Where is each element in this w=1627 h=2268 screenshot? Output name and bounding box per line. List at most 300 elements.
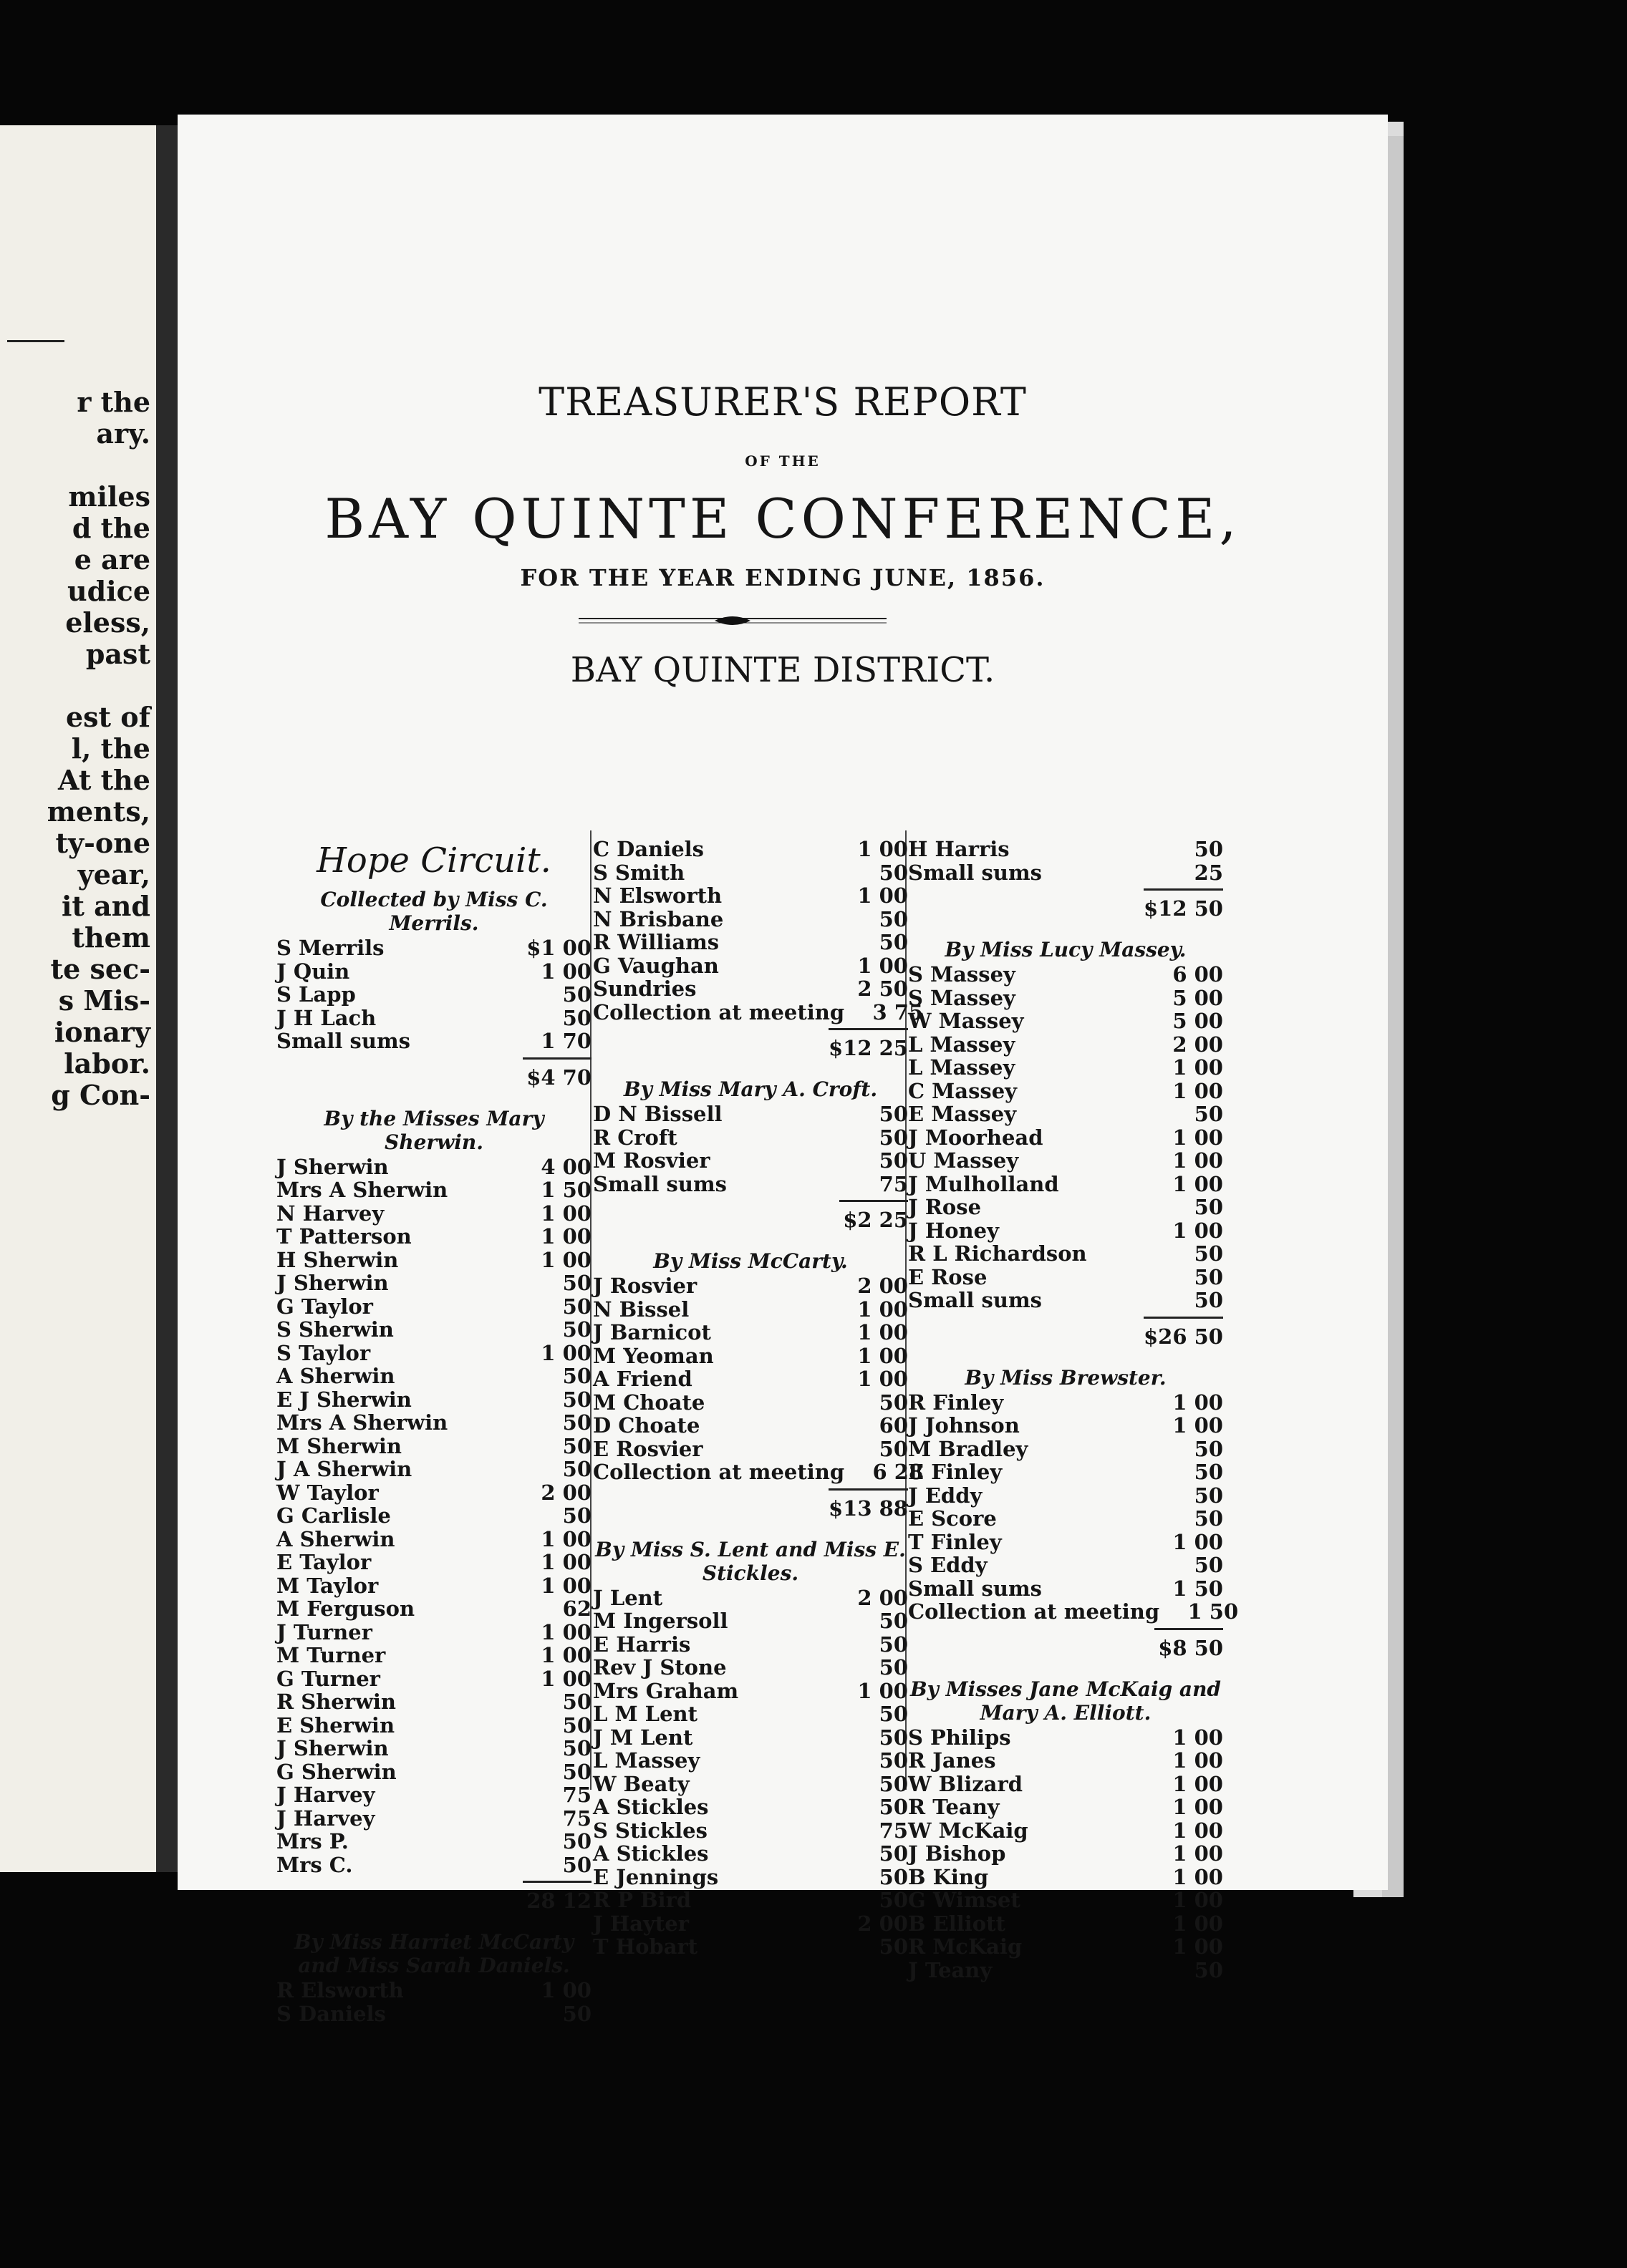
contribution-row [276, 983, 592, 1007]
contribution-row [593, 999, 924, 1024]
contribution-amount: 50 [879, 1771, 908, 1796]
contribution-amount: 50 [562, 1271, 592, 1295]
contribution-row [593, 1842, 908, 1866]
contribution-row [908, 1056, 1223, 1080]
contributor-name: Sundries [593, 976, 697, 1001]
contributor-name: G Vaughan [593, 953, 719, 978]
contribution-amount: 50 [1194, 1957, 1223, 1982]
left-page-text-line: them [72, 921, 150, 954]
contributor-name: Small sums [908, 860, 1042, 885]
left-page-text-line: year, [77, 858, 150, 891]
contribution-amount: 60 [879, 1413, 908, 1438]
contribution-amount: 1 00 [1172, 1055, 1223, 1080]
contributor-name: M Yeoman [593, 1343, 714, 1368]
contribution-row [908, 1866, 1223, 1889]
contributor-name: W Blizard [908, 1771, 1023, 1796]
contribution-row [593, 1912, 908, 1936]
contribution-row [593, 1460, 924, 1484]
contributor-name: J Harvey [276, 1806, 375, 1831]
contributor-name: Mrs A Sherwin [276, 1410, 448, 1435]
contribution-amount: 75 [562, 1783, 592, 1807]
section-total-amount: $13 88 [829, 1488, 908, 1521]
contribution-amount: 50 [1194, 1506, 1223, 1531]
contributor-name: N Bissel [593, 1297, 690, 1322]
contributor-name: J Lent [593, 1585, 663, 1610]
left-page-text-line: ionary [54, 1016, 150, 1048]
collector-heading: By Miss Lucy Massey. [945, 938, 1187, 961]
contributor-name: S Daniels [276, 2001, 386, 2026]
contribution-row [908, 1889, 1223, 1912]
contribution-row [593, 908, 908, 931]
contribution-amount: 75 [879, 1171, 908, 1196]
contributor-name: Small sums [908, 1576, 1042, 1601]
contributor-name: A Stickles [593, 1795, 709, 1819]
contributor-name: A Sherwin [276, 1526, 395, 1551]
contribution-row [593, 1149, 908, 1173]
contribution-amount: 50 [879, 1390, 908, 1415]
contribution-amount: 1 00 [857, 1678, 908, 1703]
section-spacer [593, 1060, 908, 1073]
contribution-row [593, 1367, 908, 1391]
contributor-name: T Hobart [593, 1934, 698, 1959]
contribution-amount: 2 00 [857, 1274, 908, 1298]
contributor-name: D N Bissell [593, 1102, 723, 1126]
contribution-row [908, 1726, 1223, 1750]
contributor-name: Collection at meeting [908, 1599, 1160, 1624]
contribution-amount: 1 50 [541, 1178, 592, 1202]
contribution-amount: 50 [562, 982, 592, 1007]
contribution-amount: 1 00 [1172, 1413, 1223, 1438]
contribution-row [276, 1597, 592, 1621]
report-page [178, 115, 1388, 2026]
contributor-name: T Patterson [276, 1224, 412, 1249]
contributor-name: W Taylor [276, 1480, 379, 1505]
contribution-amount: 50 [879, 1655, 908, 1680]
contributor-name: R P Bird [593, 1888, 692, 1912]
left-page-text-line: d the [72, 512, 150, 544]
contributor-name: S Philips [908, 1725, 1011, 1750]
contribution-amount: 5 00 [1172, 1009, 1223, 1033]
contributor-name: R Sherwin [276, 1690, 397, 1714]
contributor-name: J Sherwin [276, 1736, 389, 1760]
section-spacer [276, 1090, 592, 1102]
contribution-row [276, 1295, 592, 1319]
contribution-row [908, 1102, 1223, 1126]
contribution-row [593, 1321, 908, 1344]
contribution-amount: 50 [879, 1125, 908, 1150]
contribution-row [276, 1318, 592, 1342]
contributor-name: M Sherwin [276, 1433, 402, 1458]
contribution-amount: 50 [879, 930, 908, 954]
contributor-name: R Croft [593, 1125, 677, 1150]
contribution-row [593, 1633, 908, 1657]
contribution-amount: 2 00 [541, 1480, 592, 1505]
contribution-row [908, 1554, 1223, 1577]
contribution-row [908, 1577, 1223, 1601]
contribution-row [276, 960, 592, 984]
contribution-amount: 50 [1194, 1288, 1223, 1312]
contribution-amount: 50 [879, 1888, 908, 1912]
contribution-amount: 50 [562, 1410, 592, 1435]
conference-title: BAY QUINTE CONFERENCE, [324, 487, 1241, 551]
contribution-amount: 1 00 [1172, 1864, 1223, 1889]
contributor-name: N Harvey [276, 1201, 385, 1226]
contribution-row [593, 954, 908, 978]
contribution-row [276, 1737, 592, 1760]
contribution-amount: 1 50 [1187, 1599, 1239, 1624]
contribution-row [908, 1507, 1223, 1531]
section-total-amount: $12 50 [1144, 888, 1223, 921]
left-page-text-line: past [85, 638, 150, 670]
contribution-row [908, 1912, 1223, 1936]
contributor-name: G Carlisle [276, 1503, 391, 1528]
contributor-name: Small sums [593, 1171, 727, 1196]
contribution-row [908, 1080, 1223, 1103]
left-page-text-line: At the [58, 764, 150, 796]
column-2 [593, 837, 924, 1959]
left-page-text-line: it and [61, 890, 150, 922]
contributor-name: E Finley [908, 1460, 1003, 1484]
left-page-text-line: s Mis- [58, 984, 150, 1017]
contributor-name: W Beaty [593, 1771, 690, 1796]
contributor-name: N Elsworth [593, 883, 723, 908]
contribution-row [908, 1819, 1223, 1843]
contributor-name: J Teany [908, 1957, 993, 1982]
district-title: BAY QUINTE DISTRICT. [570, 650, 995, 690]
contributor-name: S Massey [908, 962, 1015, 987]
contribution-amount: 50 [562, 1503, 592, 1528]
contribution-row [593, 1438, 908, 1461]
contribution-amount: 50 [562, 1005, 592, 1030]
collector-heading: By Miss Harriet McCarty and Miss Sarah Daniels. [294, 1930, 574, 1977]
contribution-row [276, 1365, 592, 1388]
contribution-amount: 6 00 [1172, 962, 1223, 987]
left-page-text-line: ty-one [55, 827, 150, 859]
collector-heading: By Miss S. Lent and Miss E. Stickles. [595, 1537, 906, 1585]
contribution-row [276, 1807, 592, 1831]
year-line: FOR THE YEAR ENDING JUNE, 1856. [520, 564, 1046, 591]
contribution-amount: 1 00 [541, 1201, 592, 1226]
contributor-name: Mrs C. [276, 1852, 353, 1877]
contributor-name: M Ferguson [276, 1596, 415, 1621]
left-page-rule [7, 340, 64, 342]
contribution-amount: 2 00 [857, 1911, 908, 1936]
contributor-name: M Bradley [908, 1436, 1028, 1461]
contribution-amount: 50 [879, 1436, 908, 1461]
contribution-amount: 50 [1194, 1241, 1223, 1266]
contribution-amount: 50 [562, 1829, 592, 1853]
contribution-row [593, 1819, 908, 1843]
contribution-row [276, 1644, 592, 1667]
contribution-row [276, 1435, 592, 1458]
contributor-name: Mrs Graham [593, 1678, 739, 1703]
collector-heading: By the Misses Mary Sherwin. [324, 1106, 544, 1154]
contribution-row [908, 1173, 1223, 1196]
contributor-name: H Harris [908, 837, 1010, 861]
contributor-name: G Turner [276, 1666, 380, 1691]
section-total [593, 1200, 908, 1232]
contribution-row [276, 1783, 592, 1807]
contributor-name: J Mulholland [908, 1171, 1059, 1196]
contributor-name: N Brisbane [593, 906, 724, 931]
contributor-name: G Sherwin [276, 1759, 397, 1784]
contribution-row [593, 1609, 908, 1633]
collector-heading: Collected by Miss C. Merrils. [320, 888, 548, 935]
contribution-amount: 1 00 [541, 1619, 592, 1644]
contribution-amount: 50 [562, 1690, 592, 1714]
contribution-row [908, 1773, 1223, 1796]
contribution-row [593, 838, 908, 861]
collector-heading: By Misses Jane McKaig and Mary A. Elliott. [909, 1677, 1222, 1725]
contributor-name: J Rosvier [593, 1274, 697, 1298]
contributor-name: E Massey [908, 1102, 1017, 1126]
contributor-name: J Johnson [908, 1413, 1020, 1438]
left-page-text-line: labor. [64, 1047, 150, 1080]
section-spacer [593, 1232, 908, 1245]
contribution-amount: 1 00 [541, 959, 592, 984]
contributor-name: E Sherwin [276, 1712, 395, 1738]
contributor-name: Mrs P. [276, 1829, 349, 1853]
contribution-amount: 50 [562, 1712, 592, 1738]
contribution-amount: 1 00 [1172, 1125, 1223, 1150]
contribution-amount: 50 [879, 1725, 908, 1750]
left-page-text-line: udice [67, 575, 150, 607]
contributor-name: Collection at meeting [593, 999, 845, 1024]
section-spacer [908, 921, 1223, 934]
contributor-name: R Finley [908, 1390, 1004, 1415]
contribution-row [276, 1667, 592, 1691]
contribution-row [276, 1714, 592, 1738]
contribution-amount: 1 00 [1172, 1725, 1223, 1750]
contribution-row [593, 1391, 908, 1415]
contribution-row [276, 1155, 592, 1179]
contributor-name: R Williams [593, 930, 720, 954]
contributor-name: A Stickles [593, 1841, 709, 1866]
contribution-row [276, 1504, 592, 1528]
contribution-amount: 1 00 [541, 1643, 592, 1667]
contribution-amount: 50 [1194, 1460, 1223, 1484]
collector-heading: By Miss Mary A. Croft. [623, 1077, 878, 1101]
contributor-name: Mrs A Sherwin [276, 1178, 448, 1202]
contribution-amount: 1 00 [1172, 1218, 1223, 1243]
contribution-amount: 1 00 [1172, 1934, 1223, 1959]
contribution-amount: 1 00 [541, 1247, 592, 1272]
contribution-amount: 1 00 [541, 1573, 592, 1598]
contribution-row [593, 931, 908, 954]
contribution-row [276, 1029, 592, 1053]
contribution-row [593, 1274, 908, 1298]
contribution-row [908, 1391, 1223, 1415]
contributor-name: J Honey [908, 1218, 999, 1243]
contribution-amount: 75 [562, 1806, 592, 1831]
contribution-row [908, 1796, 1223, 1819]
collector-heading: By Miss Brewster. [965, 1365, 1167, 1390]
contribution-amount: 50 [879, 1102, 908, 1126]
contributor-name: S Sherwin [276, 1317, 394, 1342]
contribution-row [593, 1866, 908, 1889]
contributor-name: E J Sherwin [276, 1387, 412, 1412]
contributor-name: B Elliott [908, 1911, 1005, 1936]
left-page-text-line: eless, [65, 606, 150, 639]
left-page-text-line: est of [65, 701, 150, 733]
contribution-amount: 1 00 [857, 837, 908, 861]
contributor-name: J M Lent [593, 1725, 693, 1750]
contribution-amount: 50 [1194, 1102, 1223, 1126]
contribution-amount: 50 [562, 1317, 592, 1342]
contributor-name: L Massey [908, 1055, 1015, 1080]
section-spacer [908, 1660, 1223, 1673]
contribution-row [276, 1271, 592, 1295]
contribution-amount: 50 [879, 1864, 908, 1889]
contribution-amount: 1 00 [1172, 1748, 1223, 1773]
contributor-name: L Massey [908, 1032, 1015, 1057]
contribution-row [276, 1690, 592, 1714]
contributor-name: G Taylor [276, 1294, 373, 1319]
contributor-name: S Lapp [276, 982, 356, 1007]
circuit-heading: Hope Circuit. [317, 840, 551, 881]
contribution-amount: 1 00 [857, 1367, 908, 1391]
contributor-name: G Wimset [908, 1888, 1020, 1912]
section-spacer [276, 1913, 592, 1926]
contribution-row [908, 1484, 1223, 1508]
contributor-name: J Barnicot [593, 1320, 711, 1344]
contributor-name: J Moorhead [908, 1125, 1043, 1150]
contributor-name: R L Richardson [908, 1241, 1087, 1266]
section-total-amount: $2 25 [839, 1200, 908, 1232]
contribution-row [908, 1033, 1223, 1057]
contributor-name: J Sherwin [276, 1271, 389, 1295]
contributor-name: M Taylor [276, 1573, 379, 1598]
contribution-amount: 50 [879, 1632, 908, 1657]
contribution-row [908, 1460, 1223, 1484]
contribution-row [276, 1760, 592, 1784]
contribution-amount: 50 [1194, 1195, 1223, 1219]
contribution-amount: 50 [562, 1387, 592, 1412]
contribution-amount: $1 00 [526, 936, 592, 960]
contribution-amount: 50 [879, 1702, 908, 1726]
contribution-row [276, 1979, 592, 2002]
contributor-name: S Taylor [276, 1340, 371, 1365]
contribution-amount: 1 00 [541, 1550, 592, 1574]
left-facing-page [0, 125, 156, 1872]
contribution-amount: 50 [879, 1148, 908, 1173]
contributor-name: J Quin [276, 959, 350, 984]
contribution-amount: 1 00 [1172, 1390, 1223, 1415]
contribution-row [908, 1289, 1223, 1312]
of-the-line: OF THE [745, 452, 821, 470]
contribution-amount: 1 00 [1172, 1888, 1223, 1912]
contribution-amount: 1 00 [1172, 1818, 1223, 1843]
contribution-amount: 1 70 [541, 1029, 592, 1053]
ornament-rule-icon [579, 614, 887, 628]
contributor-name: S Smith [593, 860, 685, 885]
contribution-row [593, 1796, 908, 1819]
contribution-amount: 50 [879, 860, 908, 885]
contributor-name: S Massey [908, 985, 1015, 1010]
contribution-row [908, 987, 1223, 1010]
contribution-amount: 1 00 [1172, 1148, 1223, 1173]
contributor-name: E Taylor [276, 1550, 372, 1574]
contribution-row [908, 1842, 1223, 1866]
section-total-amount: $26 50 [1144, 1317, 1223, 1349]
contributor-name: J Turner [276, 1619, 372, 1644]
section-total [908, 1317, 1223, 1349]
contributor-name: R Elsworth [276, 1978, 404, 2002]
contribution-amount: 1 00 [541, 1526, 592, 1551]
contribution-amount: 3 75 [872, 999, 924, 1024]
contribution-row [593, 884, 908, 908]
contribution-row [908, 1149, 1223, 1173]
contributor-name: L M Lent [593, 1702, 698, 1726]
contribution-row [908, 1009, 1223, 1033]
contribution-row [908, 1959, 1223, 1982]
contributor-name: Small sums [908, 1288, 1042, 1312]
section-total [276, 1057, 592, 1090]
contributor-name: S Merrils [276, 936, 385, 960]
contribution-row [276, 936, 592, 960]
contributor-name: W McKaig [908, 1818, 1028, 1843]
left-page-text-line: e are [74, 543, 150, 576]
contributor-name: A Friend [593, 1367, 692, 1391]
section-total-amount: $4 70 [523, 1057, 592, 1090]
contribution-amount: 50 [562, 1294, 592, 1319]
book-gutter [156, 125, 178, 1872]
contribution-amount: 1 00 [857, 953, 908, 978]
contribution-amount: 1 00 [857, 1320, 908, 1344]
contribution-row [276, 1202, 592, 1226]
contribution-amount: 62 [562, 1596, 592, 1621]
contribution-amount: 1 00 [857, 1297, 908, 1322]
contribution-row [593, 1680, 908, 1703]
left-page-text-line: ments, [47, 795, 150, 828]
contribution-amount: 50 [562, 1852, 592, 1877]
section-total-amount: $12 25 [829, 1028, 908, 1060]
contributor-name: E Score [908, 1506, 997, 1531]
contribution-row [908, 1599, 1239, 1624]
contribution-amount: 50 [879, 1748, 908, 1773]
contribution-row [593, 1773, 908, 1796]
contributor-name: J Sherwin [276, 1154, 389, 1179]
contribution-amount: 50 [1194, 837, 1223, 861]
contribution-amount: 1 00 [1172, 1911, 1223, 1936]
contributor-name: J A Sherwin [276, 1457, 412, 1481]
contribution-amount: 75 [879, 1818, 908, 1843]
contribution-row [908, 1438, 1223, 1461]
contribution-row [908, 1266, 1223, 1289]
contributor-name: C Massey [908, 1078, 1018, 1103]
contribution-row [593, 861, 908, 885]
contribution-amount: 50 [879, 1841, 908, 1866]
column-1 [276, 838, 592, 2025]
contribution-amount: 1 00 [857, 1343, 908, 1368]
contribution-amount: 50 [562, 2001, 592, 2026]
contribution-amount: 50 [879, 906, 908, 931]
contribution-row [908, 1196, 1223, 1219]
contributor-name: S Stickles [593, 1818, 708, 1843]
contribution-amount: 50 [879, 1934, 908, 1959]
section-total [276, 1881, 592, 1913]
contribution-row [276, 1225, 592, 1249]
contribution-row [908, 861, 1223, 885]
contribution-amount: 50 [1194, 1264, 1223, 1289]
section-total-amount: 28 12 [523, 1881, 592, 1913]
contribution-row [593, 1298, 908, 1322]
contribution-row [908, 1219, 1223, 1243]
contribution-row [593, 1702, 908, 1726]
contributor-name: E Harris [593, 1632, 691, 1657]
contribution-amount: 50 [1194, 1553, 1223, 1577]
contribution-amount: 50 [562, 1759, 592, 1784]
